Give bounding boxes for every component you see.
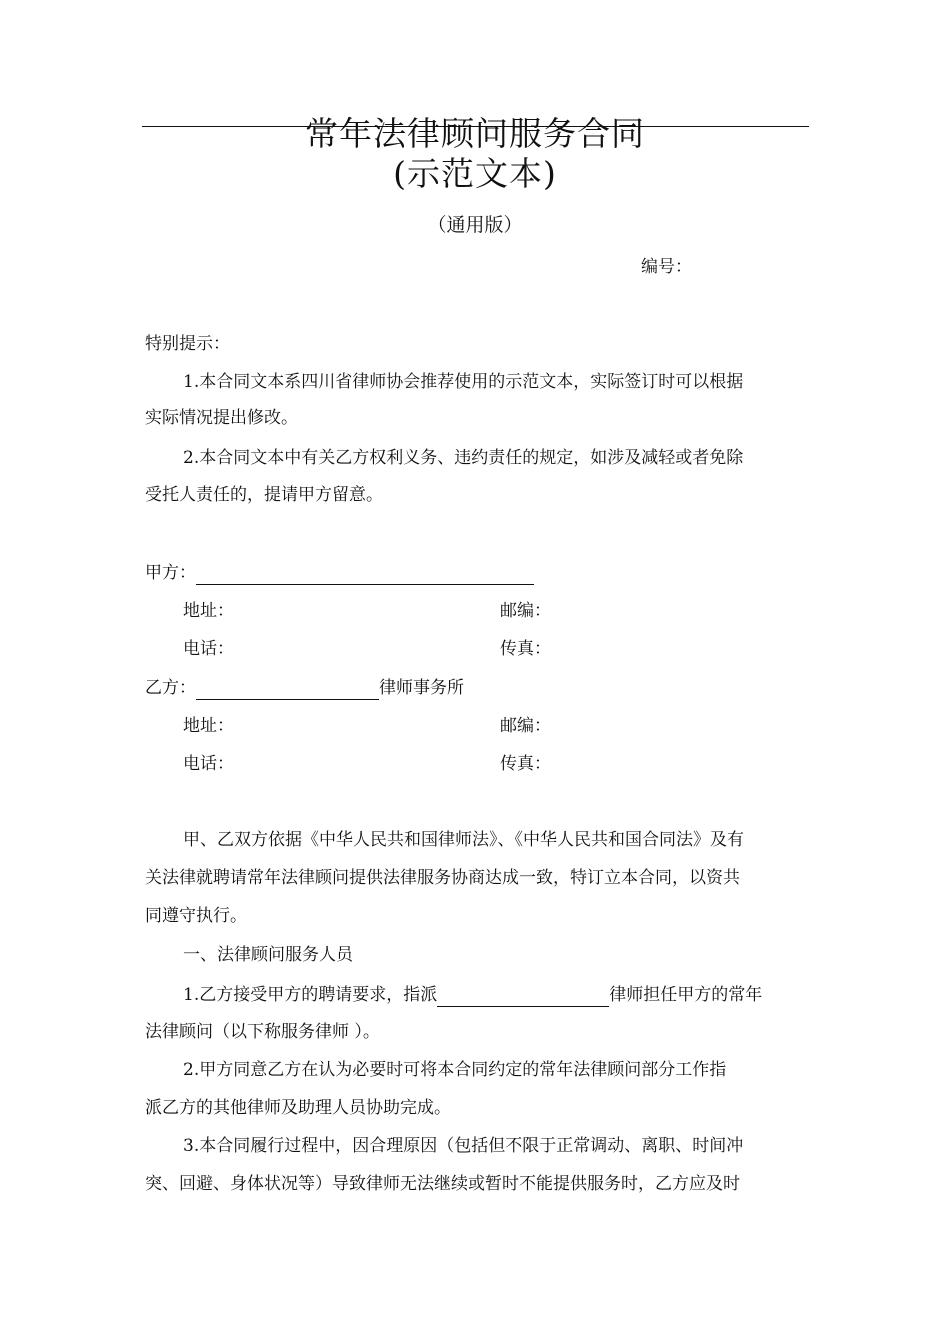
intro-line3: 同遵守执行。	[145, 906, 247, 926]
s1-item1-line1	[183, 983, 762, 1007]
party-a-label: 甲方：	[145, 563, 196, 583]
party-b-row	[145, 676, 464, 700]
party-a-phone-label: 电话：	[183, 639, 234, 659]
notice-item2-line2: 受托人责任的，提请甲方留意。	[145, 485, 383, 505]
party-b-name-blank[interactable]	[196, 679, 379, 700]
s1-item3-line2: 突、回避、身体状况等）导致律师无法继续或暂时不能提供服务时，乙方应及时	[145, 1174, 740, 1194]
s1-item1-after: 律师担任甲方的常年	[609, 985, 763, 1005]
lawyer-name-blank[interactable]	[437, 986, 609, 1007]
party-b-label: 乙方：	[145, 678, 196, 698]
notice-item1-line2: 实际情况提出修改。	[145, 408, 298, 428]
s1-item1-before: 1.乙方接受甲方的聘请要求，指派	[183, 985, 438, 1005]
document-title: 常年法律顾问服务合同	[305, 114, 645, 153]
party-a-name-blank[interactable]	[196, 564, 534, 585]
contract-number-label: 编号：	[641, 257, 692, 277]
edition-label: （通用版）	[427, 214, 523, 236]
intro-line1: 甲、乙双方依据《中华人民共和国律师法》、《中华人民共和国合同法》及有	[183, 830, 744, 850]
document-subtitle: (示范文本)	[393, 154, 557, 193]
notice-item2-line1: 2.本合同文本中有关乙方权利义务、违约责任的规定，如涉及减轻或者免除	[183, 448, 744, 468]
party-b-suffix: 律师事务所	[379, 678, 464, 698]
notice-heading: 特别提示：	[145, 334, 230, 354]
party-a-postcode-label: 邮编：	[500, 601, 551, 621]
party-b-fax-label: 传真：	[500, 754, 551, 774]
s1-item3-line1: 3.本合同履行过程中，因合理原因（包括但不限于正常调动、离职、时间冲	[183, 1136, 744, 1156]
notice-item1-line1: 1.本合同文本系四川省律师协会推荐使用的示范文本，实际签订时可以根据	[183, 372, 744, 392]
section1-heading: 一、法律顾问服务人员	[183, 945, 353, 965]
intro-line2: 关法律就聘请常年法律顾问提供法律服务协商达成一致，特订立本合同，以资共	[145, 868, 740, 888]
s1-item2-line1: 2.甲方同意乙方在认为必要时可将本合同约定的常年法律顾问部分工作指	[183, 1060, 727, 1080]
party-b-phone-label: 电话：	[183, 754, 234, 774]
party-a-row	[145, 561, 534, 585]
s1-item2-line2: 派乙方的其他律师及助理人员协助完成。	[145, 1098, 451, 1118]
party-a-address-label: 地址：	[183, 601, 234, 621]
party-b-postcode-label: 邮编：	[500, 716, 551, 736]
party-b-address-label: 地址：	[183, 716, 234, 736]
s1-item1-line2: 法律顾问（以下称服务律师 ）。	[145, 1022, 380, 1042]
party-a-fax-label: 传真：	[500, 639, 551, 659]
